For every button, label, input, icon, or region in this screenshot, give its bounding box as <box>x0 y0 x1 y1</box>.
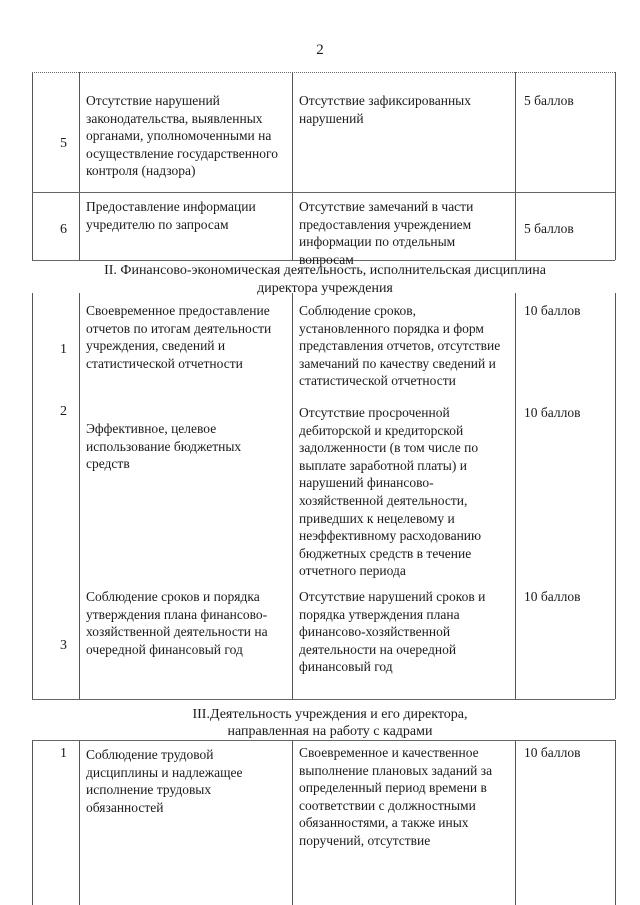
points-cell: 10 баллов <box>524 303 581 318</box>
indicator-cell: Отсутствие нарушений сроков и порядка утверждения плана финансово-хозяйственной деятельности на очередной финансовый год <box>299 589 486 675</box>
table-border-left <box>32 293 33 699</box>
row-divider <box>32 192 615 193</box>
table-border-right <box>615 740 616 905</box>
column-divider-num <box>79 293 80 699</box>
section-heading: II. Финансово-экономическая деятельность, исполнительская дисциплина директора учреждения <box>104 263 546 296</box>
column-divider-criterion <box>292 293 293 699</box>
criterion-cell: Соблюдение сроков и порядка утверждения плана финансово-хозяйственной деятельности на очередной финансовый год <box>86 589 268 657</box>
table-border-right <box>615 72 616 260</box>
page-number: 2 <box>316 42 324 58</box>
column-divider-num <box>79 740 80 905</box>
points-cell: 10 баллов <box>524 589 581 604</box>
row-number: 5 <box>60 136 67 151</box>
row-number: 1 <box>60 342 67 357</box>
column-divider-indicator <box>515 72 516 260</box>
indicator-cell: Отсутствие зафиксированных нарушений <box>299 93 471 126</box>
points-cell: 10 баллов <box>524 405 581 420</box>
points-cell: 5 баллов <box>524 221 574 236</box>
column-divider-criterion <box>292 72 293 260</box>
row-number: 1 <box>60 746 67 761</box>
indicator-cell: Отсутствие просроченной дебиторской и кредиторской задолженности (в том числе по выплате заработной платы) и нарушений финансово-хозяйственной деятельности, приведших к нецелевому и неэффективному расходованию бюджетных средств в течение отчетного периода <box>299 405 482 579</box>
indicator-cell: Отсутствие замечаний в части предоставления учреждением информации по отдельным вопросам <box>299 199 474 267</box>
column-divider-indicator <box>515 740 516 905</box>
table-border-left <box>32 740 33 905</box>
indicator-cell: Своевременное и качественное выполнение плановых заданий за определенный период времени в соответствии с должностными обязанностями, а также иных поручений, отсутствие <box>299 745 493 848</box>
row-divider <box>32 699 615 700</box>
column-divider-indicator <box>515 293 516 699</box>
table-border-right <box>615 293 616 699</box>
points-cell: 10 баллов <box>524 745 581 760</box>
column-divider-num <box>79 72 80 260</box>
row-number: 6 <box>60 222 67 237</box>
criterion-cell: Предоставление информации учредителю по запросам <box>86 199 256 232</box>
section-heading: III.Деятельность учреждения и его директора, направленная на работу с кадрами <box>192 707 468 739</box>
points-cell: 5 баллов <box>524 93 574 108</box>
indicator-cell: Соблюдение сроков, установленного порядка и форм представления отчетов, отсутствие замечаний по качеству сведений и статистической отчетности <box>299 303 501 389</box>
criterion-cell: Отсутствие нарушений законодательства, выявленных органами, уполномоченными на осуществление государственного контроля (надзора) <box>86 93 278 179</box>
column-divider-criterion <box>292 740 293 905</box>
table-border-left <box>32 72 33 260</box>
row-number: 2 <box>60 404 67 419</box>
row-divider <box>32 740 615 741</box>
row-divider <box>32 72 615 73</box>
criterion-cell: Своевременное предоставление отчетов по итогам деятельности учреждения, сведений и статистической отчетности <box>86 303 272 371</box>
criterion-cell: Соблюдение трудовой дисциплины и надлежащее исполнение трудовых обязанностей <box>86 747 243 815</box>
criterion-cell: Эффективное, целевое использование бюджетных средств <box>86 421 242 472</box>
row-number: 3 <box>60 638 67 653</box>
